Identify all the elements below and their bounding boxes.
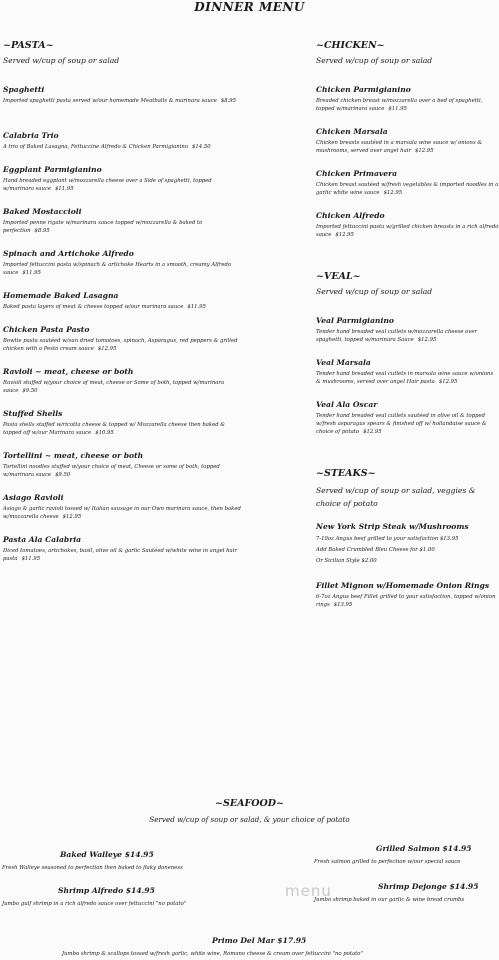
item-price: $9.50 — [55, 472, 71, 478]
item-name: Tortellini ~ meat, cheese or both — [3, 451, 144, 460]
item-desc-line: Add Baked Crumbled Bleu Cheese for $1.00 — [316, 547, 435, 553]
menu-item — [316, 169, 499, 197]
item-name: Fillet Mignon w/Homemade Onion Rings — [316, 581, 490, 590]
item-desc: Chicken breasts sautéed in a marsala wine sauce w/ onions & mushrooms, served over angel hair $12.95 — [316, 140, 483, 154]
item-desc: Pasta shells stuffed w/ricotta cheese & topped w/ Mozzarella cheese then baked & topped off w/our Marinara sauce $10.95 — [3, 422, 226, 436]
item-desc: Chicken breast sautéed w/fresh vegetables & imported noodles in a garlic white wine sauce $12.95 — [316, 182, 499, 196]
menu-item — [3, 367, 241, 395]
item-name: Chicken Primavera — [316, 169, 398, 178]
veal-section — [316, 271, 499, 436]
menu-item — [3, 249, 241, 277]
item-name: Spinach and Artichoke Alfredo — [3, 249, 134, 258]
item-desc: Diced tomatoes, artichokes, basil, olive oil & garlic Sautéed w/white wine in angel hair pasta $11.95 — [3, 548, 237, 562]
item-desc: Fresh Walleye seasoned to perfection then baked to flaky doneness — [2, 865, 183, 871]
item-desc: Jumbo gulf shrimp in a rich alfredo sauce over fettuccini "no potato" — [2, 901, 187, 907]
veal-subheading: Served w/cup of soup or salad — [316, 287, 433, 296]
menu-item — [316, 400, 499, 436]
item-price: $11.95 — [55, 186, 74, 192]
item-name: New York Strip Steak w/Mushrooms — [316, 522, 469, 531]
item-desc: Breaded chicken breast w/mozzarella over a bed of spaghetti, topped w/marinara sauce $11.95 — [316, 98, 483, 112]
menu-item — [3, 493, 241, 521]
item-price: $12.95 — [335, 232, 354, 238]
pasta-subheading: Served w/cup of soup or salad — [3, 56, 120, 65]
item-desc: Imported spaghetti pasta served w/our homemade Meatballs & marinara sauce $8.95 — [3, 98, 237, 104]
steaks-item-list — [316, 522, 499, 609]
seafood-item — [62, 936, 363, 957]
item-price: $11.95 — [187, 304, 206, 310]
item-name: Grilled Salmon $14.95 — [376, 844, 472, 853]
menu-item — [3, 325, 241, 353]
watermark-logo: menu — [285, 882, 332, 900]
item-price: $12.95 — [62, 514, 82, 520]
item-price: $11.95 — [388, 106, 407, 112]
item-desc: Tender hand breaded veal cutlets sautéed in olive oil & topped w/fresh asparagus spears & finished off w/ hollandaise sauce & choice of potato $12.95 — [316, 413, 487, 435]
menu-item — [3, 85, 241, 105]
item-price: $11.95 — [21, 556, 41, 562]
item-name: Baked Walleye $14.95 — [60, 850, 154, 859]
chicken-section — [316, 40, 499, 239]
seafood-item — [2, 886, 186, 907]
item-desc: Tender hand breaded veal cutlets in marsala wine sauce w/onions & mushrooms, served over angel Hair pasta $12.95 — [316, 371, 494, 385]
item-desc: 6-7oz Angus beef Fillet grilled to your satisfaction, topped w/onion rings $13.95 — [316, 594, 496, 608]
veal-item-list — [316, 316, 499, 436]
item-price: $12.95 — [414, 148, 434, 154]
item-desc: Ravioli stuffed w/your choice of meat, cheese or Some of both, topped w/marinara sauce $9.50 — [3, 380, 225, 394]
item-price: $17.95 — [277, 936, 307, 945]
steaks-heading: ~STEAKS~ — [316, 468, 376, 479]
item-desc: Imported penne rigate w/marinara sauce topped w/mozzarella & baked to perfection $8.95 — [3, 220, 203, 234]
item-desc: Fresh salmon grilled to perfection w/our special sauce — [314, 859, 461, 865]
item-name: Calabria Trio — [3, 131, 59, 140]
menu-item — [316, 581, 499, 609]
menu-item — [316, 522, 499, 567]
menu-item — [3, 451, 241, 479]
item-price: $14.50 — [192, 144, 211, 150]
item-price: $14.95 — [124, 850, 154, 859]
page-title: DINNER MENU — [194, 0, 305, 14]
veal-heading: ~VEAL~ — [316, 271, 361, 282]
item-name: Veal Marsala — [316, 358, 371, 367]
item-price: $9.50 — [22, 388, 38, 394]
menu-item — [316, 358, 499, 386]
item-price: $8.95 — [34, 228, 50, 234]
item-desc: Jumbo shrimp baked in our garlic & wine bread crumbs — [314, 897, 465, 903]
pasta-heading: ~PASTA~ — [3, 40, 54, 51]
item-price: $11.95 — [22, 270, 41, 276]
item-price: $14.95 — [442, 844, 472, 853]
item-price: $14.95 — [125, 886, 155, 895]
item-desc: Asiago & garlic ravioli tossed w/ Italian sausage in our Own marinara sauce, then baked w/mozzarella cheese $12.95 — [3, 506, 241, 520]
item-price: $12.95 — [97, 346, 117, 352]
item-price: $12.95 — [363, 429, 382, 435]
item-desc-line: 7-10oz Angus beef grilled to your satisfaction $13.95 — [316, 536, 459, 542]
seafood-heading: ~SEAFOOD~ — [215, 798, 284, 809]
item-name: Eggplant Parmigianino — [3, 165, 102, 174]
item-name: Baked Mostaccioli — [3, 207, 82, 216]
item-name: Homemade Baked Lasagna — [3, 291, 119, 300]
menu-item — [3, 131, 241, 151]
chicken-heading: ~CHICKEN~ — [316, 40, 385, 51]
item-price: $12.95 — [383, 190, 403, 196]
item-desc-line: Or Sicilian Style $2.00 — [316, 558, 377, 564]
item-desc: Jumbo shrimp & scallops tossed w/fresh garlic, white wine, Romano cheese & cream over fettuccini "no potato" — [62, 951, 363, 957]
item-desc: Hand breaded eggplant w/mozzarella cheese over a Side of spaghetti, topped w/marinara sauce $11.95 — [3, 178, 212, 192]
item-price: $8.95 — [220, 98, 237, 104]
item-name: Chicken Marsala — [316, 127, 388, 136]
menu-item — [316, 85, 499, 113]
item-desc: Bowtie pasta sautéed w/sun dried tomatoes, spinach, Asparagus, red peppers & grilled chicken with a Pesto cream sauce $12.95 — [3, 338, 238, 352]
menu-item — [3, 535, 241, 563]
item-name: Primo Del Mar $17.95 — [212, 936, 307, 945]
item-name: Veal Parmigianino — [316, 316, 394, 325]
item-name: Pasta Ala Calabria — [3, 535, 81, 544]
item-desc: Tortellini noodles stuffed w/your choice of meat, Cheese or some of both, topped w/marinara sauce $9.50 — [3, 464, 220, 478]
item-price: $10.95 — [95, 430, 114, 436]
seafood-item — [2, 850, 183, 871]
item-price: $13.95 — [333, 602, 353, 608]
item-name: Stuffed Shells — [3, 409, 63, 418]
item-name: Shrimp Dejonge $14.95 — [378, 882, 479, 891]
item-price: $12.95 — [417, 337, 437, 343]
steaks-section — [316, 468, 499, 609]
item-name: Ravioli ~ meat, cheese or both — [3, 367, 134, 376]
chicken-item-list — [316, 85, 499, 239]
pasta-item-list — [3, 85, 241, 563]
item-name: Shrimp Alfredo $14.95 — [58, 886, 155, 895]
item-name: Chicken Pasta Pasto — [3, 325, 90, 334]
item-name: Spaghetti — [3, 85, 45, 94]
seafood-subheading: Served w/cup of soup or salad, & your choice of potato — [149, 815, 350, 824]
menu-item — [3, 291, 241, 311]
item-desc: Tender hand breaded veal cutlets w/mozzarella cheese over spaghetti, topped w/marinara Sauce $12.95 — [316, 329, 478, 343]
item-name: Veal Ala Oscar — [316, 400, 378, 409]
seafood-item — [314, 882, 479, 903]
item-price: $14.95 — [449, 882, 479, 891]
item-name: Chicken Parmigianino — [316, 85, 411, 94]
item-desc: Baked pasta layers of meat & cheese topped w/our marinara sauce $11.95 — [3, 304, 206, 310]
item-name: Chicken Alfredo — [316, 211, 385, 220]
item-desc: Imported fettuccini pasta w/grilled chicken breasts in a rich alfredo sauce $12.95 — [316, 224, 499, 238]
menu-item — [316, 316, 499, 344]
menu-item — [316, 211, 499, 239]
menu-item — [3, 409, 241, 437]
steaks-subheading: Served w/cup of soup or salad, veggies & choice of potato — [316, 486, 476, 508]
menu-item — [3, 207, 241, 235]
chicken-subheading: Served w/cup of soup or salad — [316, 56, 433, 65]
item-desc: Imported fettuccini pasta w/spinach & artichoke Hearts in a smooth, creamy Alfredo sauce $11.95 — [3, 262, 232, 276]
item-desc: A trio of Baked Lasagna, Fettuccine Alfredo & Chicken Parmigianino $14.50 — [3, 144, 211, 150]
pasta-section — [3, 40, 241, 563]
menu-item — [316, 127, 499, 155]
right-column — [316, 40, 499, 609]
seafood-item — [314, 844, 472, 865]
menu-item — [3, 165, 241, 193]
item-price: $12.95 — [438, 379, 458, 385]
item-name: Asiago Ravioli — [3, 493, 64, 502]
